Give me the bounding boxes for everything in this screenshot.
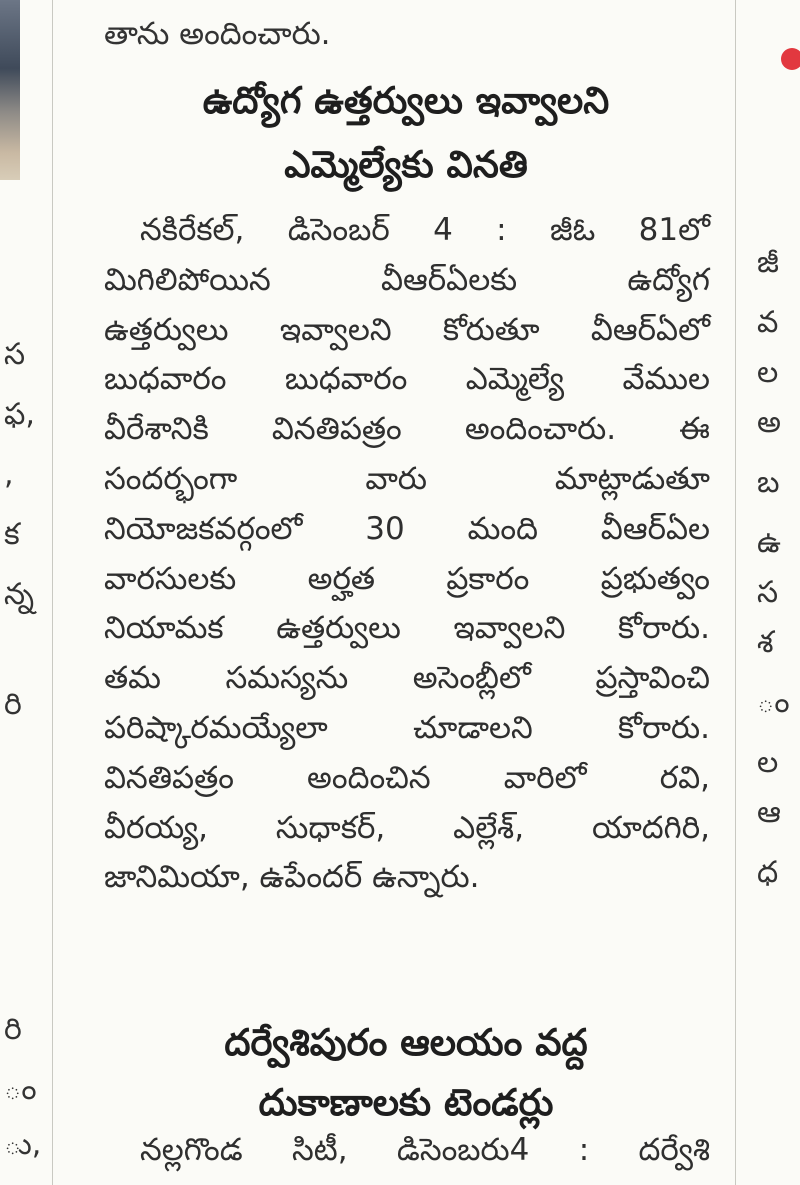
article-1-body-line: పరిష్కారమయ్యేలా చూడాలని కోరారు.	[104, 709, 710, 746]
article-1-body-line: నియోజకవర్గంలో 30 మంది వీఆర్ఏల	[104, 510, 710, 547]
article-2-first-line: నల్లగొండ సిటీ, డిసెంబరు4 : దర్వేశి	[140, 1132, 710, 1168]
article-1-headline-line-2: ఎమ్మెల్యేకు వినతి	[284, 143, 528, 186]
photo-fragment	[0, 0, 20, 180]
right-fragment-1: జీ	[757, 245, 779, 280]
left-fragment-5: న్న	[4, 577, 34, 612]
article-column	[98, 0, 714, 1185]
article-1-body-line: నకిరేకల్, డిసెంబర్ 4 : జీఓ 81లో	[140, 212, 710, 248]
right-fragment-6: ఉ	[757, 525, 781, 560]
right-column-fragment	[745, 0, 800, 1185]
right-fragment-10: ల	[757, 745, 779, 780]
right-fragment-11: ఆ	[757, 795, 781, 830]
article-1-body-line: సందర్భంగా వారు మాట్లాడుతూ	[104, 460, 710, 497]
column-divider-right	[735, 0, 736, 1185]
left-column-fragment	[0, 0, 46, 1185]
right-fragment-12: ధ	[757, 855, 779, 890]
left-fragment-1: స	[4, 337, 26, 372]
right-fragment-2: వ	[757, 305, 779, 340]
right-fragment-9: ం	[757, 685, 790, 720]
right-fragment-3: ల	[757, 355, 779, 390]
article-1-body-line: నియామక ఉత్తర్వులు ఇవ్వాలని కోరారు.	[104, 610, 710, 647]
article-1-body-line: వీరేశానికి వినతిపత్రం అందించారు. ఈ	[104, 411, 710, 448]
previous-article-tail: తాను అందించారు.	[104, 16, 331, 52]
right-fragment-8: శ	[757, 625, 774, 660]
article-1-body-line: బుధవారం బుధవారం ఎమ్మెల్యే వేముల	[104, 361, 710, 398]
left-fragment-9: ు,	[4, 1127, 42, 1162]
article-2-headline-line-1: దర్వేశిపురం ఆలయం వద్ద	[224, 1021, 588, 1064]
left-fragment-4: క	[4, 517, 20, 552]
left-fragment-3: ,	[4, 457, 14, 492]
article-1-body-line: ఉత్తర్వులు ఇవ్వాలని కోరుతూ వీఆర్ఏలో	[104, 311, 710, 348]
right-fragment-7: స	[757, 575, 779, 610]
left-fragment-2: ఫ,	[4, 397, 35, 432]
column-divider-left	[52, 0, 53, 1185]
article-1-body-line: మిగిలిపోయిన వీఆర్ఏలకు ఉద్యోగ	[104, 261, 710, 298]
left-fragment-6: రి	[4, 687, 22, 722]
article-1-body-line: వినతిపత్రం అందించిన వారిలో రవి,	[104, 759, 710, 796]
left-fragment-8: ం	[4, 1072, 37, 1107]
article-2-headline-line-2: దుకాణాలకు టెండర్లు	[258, 1081, 554, 1124]
article-1-body-line: జానిమియా, ఉపేందర్ ఉన్నారు.	[104, 859, 480, 896]
red-bullet-icon	[781, 48, 800, 70]
article-1-body-line: వీరయ్య, సుధాకర్, ఎల్లేశ్, యాదగిరి,	[104, 809, 710, 846]
article-1-headline-line-1: ఉద్యోగ ఉత్తర్వులు ఇవ్వాలని	[202, 79, 610, 122]
right-fragment-5: బ	[757, 465, 780, 500]
article-1-body	[104, 206, 710, 903]
left-fragment-7: రి	[4, 1012, 22, 1047]
article-1-body-line: తమ సమస్యను అసెంబ్లీలో ప్రస్తావించి	[104, 660, 710, 697]
article-1-body-line: వారసులకు అర్హత ప్రకారం ప్రభుత్వం	[104, 560, 710, 597]
right-fragment-4: అ	[757, 405, 781, 440]
